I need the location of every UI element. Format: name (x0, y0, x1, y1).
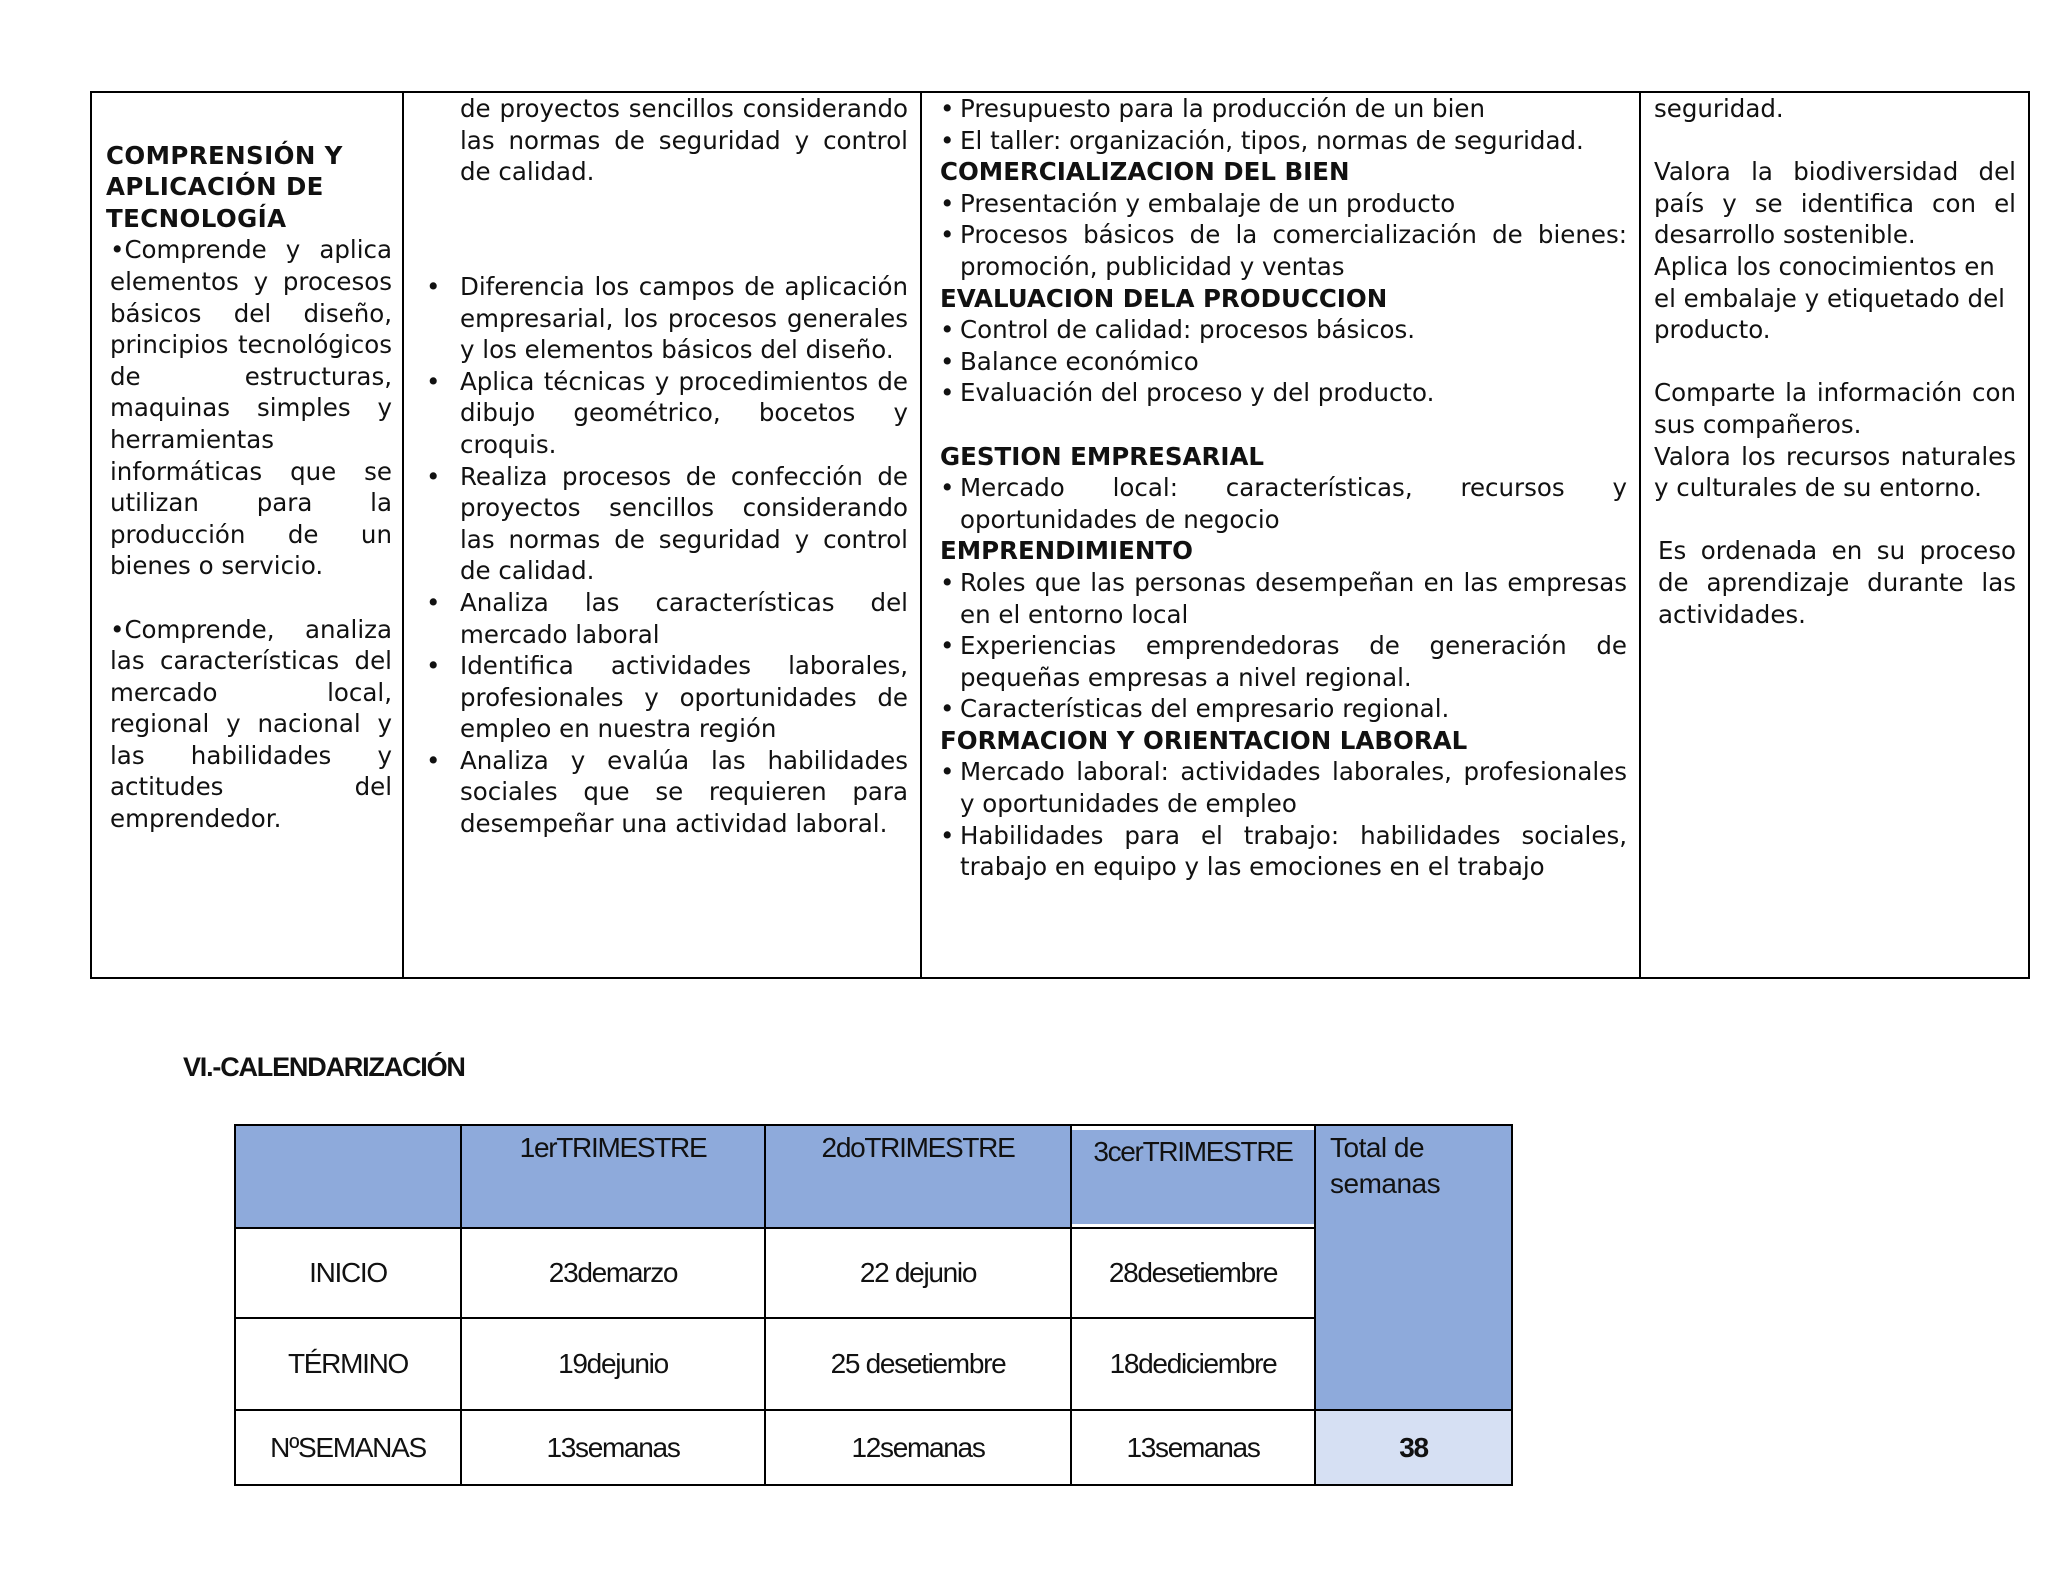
contents-heading: GESTION EMPRESARIAL (940, 441, 1265, 471)
content-item: • Mercado laboral: actividades laborales, profesionales y oportunidades de empleo (940, 756, 1627, 819)
content-item: • Control de calidad: procesos básicos. (940, 314, 1627, 346)
attitude-text: Valora los recursos naturales y culturales de su entorno. (1654, 441, 2016, 503)
content-item: • Presupuesto para la producción de un bien (940, 93, 1627, 125)
content-item: • Procesos básicos de la comercialización de bienes: promoción, publicidad y ventas (940, 219, 1627, 282)
date-cell: 19dejunio (461, 1318, 765, 1410)
attitude-text: Comparte la información con sus compañeros. (1654, 378, 2016, 439)
competency-heading: COMPRENSIÓN Y APLICACIÓN DE TECNOLOGÍA (106, 140, 343, 233)
weeks-cell: 12semanas (765, 1410, 1071, 1485)
competencies-table (90, 91, 2030, 979)
contents-heading: EVALUACION DELA PRODUCCION (940, 283, 1388, 313)
capacity-item: • Diferencia los campos de aplicación empresarial, los procesos generales y los elementos básicos del diseño. (420, 271, 908, 366)
date-cell: 28desetiembre (1071, 1228, 1315, 1318)
content-item: • Roles que las personas desempeñan en las empresas en el entorno local (940, 567, 1627, 630)
content-item: • Balance económico (940, 346, 1627, 378)
attitude-text: Valora la biodiversidad del país y se identifica con el desarrollo sostenible. (1654, 157, 2016, 250)
date-cell: 23demarzo (461, 1228, 765, 1318)
competency-text-1: •Comprende y aplica elementos y procesos básicos del diseño, principios tecnológicos de estructuras, maquinas simples y herramientas informáticas que se utilizan para la producción de un bienes o servicio. (110, 235, 392, 581)
contents-heading: FORMACION Y ORIENTACION LABORAL (940, 725, 1468, 755)
attitude-text: Es ordenada en su proceso de aprendizaje durante las actividades. (1658, 536, 2016, 629)
trimester-header-cell (1071, 1125, 1315, 1228)
corner-header-cell (235, 1125, 461, 1228)
row-label: TÉRMINO (235, 1318, 461, 1410)
competency-text-2: •Comprende, analiza las características del mercado local, regional y nacional y las habilidades y actitudes del emprendedor. (110, 614, 392, 834)
competency-cell (91, 92, 403, 978)
total-weeks-header: Total de semanas (1315, 1125, 1512, 1410)
date-cell: 25 desetiembre (765, 1318, 1071, 1410)
trimester-header: 2doTRIMESTRE (765, 1125, 1071, 1228)
capacity-item: • Analiza las características del mercado laboral (420, 587, 908, 650)
attitude-text: seguridad. (1654, 94, 1784, 123)
section-title: VI.-CALENDARIZACIÓN (183, 1052, 465, 1082)
capacity-item: • Analiza y evalúa las habilidades sociales que se requieren para desempeñar una actividad laboral. (420, 745, 908, 840)
row-label: INICIO (235, 1228, 461, 1318)
content-item: • Experiencias emprendedoras de generación de pequeñas empresas a nivel regional. (940, 630, 1627, 693)
capacities-lead: de proyectos sencillos considerando las normas de seguridad y control de calidad. (460, 94, 908, 187)
contents-cell (921, 92, 1640, 978)
contents-heading: COMERCIALIZACION DEL BIEN (940, 157, 1350, 187)
content-item: • Presentación y embalaje de un producto (940, 188, 1627, 220)
date-cell: 22 dejunio (765, 1228, 1071, 1318)
capacities-cell (403, 92, 921, 978)
total-weeks-value: 38 (1315, 1410, 1512, 1485)
capacity-item: • Identifica actividades laborales, profesionales y oportunidades de empleo en nuestra región (420, 650, 908, 745)
trimester-header: 3cerTRIMESTRE (1072, 1130, 1314, 1224)
content-item: • Características del empresario regional. (940, 693, 1627, 725)
content-item: • Evaluación del proceso y del producto. (940, 377, 1627, 409)
content-item: • Mercado local: características, recursos y oportunidades de negocio (940, 472, 1627, 535)
row-label: NºSEMANAS (235, 1410, 461, 1485)
weeks-cell: 13semanas (1071, 1410, 1315, 1485)
calendar-table (234, 1124, 1513, 1486)
capacity-item: • Aplica técnicas y procedimientos de dibujo geométrico, bocetos y croquis. (420, 366, 908, 461)
trimester-header: 1erTRIMESTRE (461, 1125, 765, 1228)
content-item: • El taller: organización, tipos, normas de seguridad. (940, 125, 1627, 157)
attitude-text: Aplica los conocimientos en el embalaje y etiquetado del producto. (1654, 251, 2005, 345)
weeks-cell: 13semanas (461, 1410, 765, 1485)
date-cell: 18dediciembre (1071, 1318, 1315, 1410)
content-item: • Habilidades para el trabajo: habilidades sociales, trabajo en equipo y las emociones en el trabajo (940, 820, 1627, 883)
contents-heading: EMPRENDIMIENTO (940, 536, 1193, 566)
attitudes-cell (1640, 92, 2029, 978)
capacity-item: • Realiza procesos de confección de proyectos sencillos considerando las normas de seguridad y control de calidad. (420, 461, 908, 587)
